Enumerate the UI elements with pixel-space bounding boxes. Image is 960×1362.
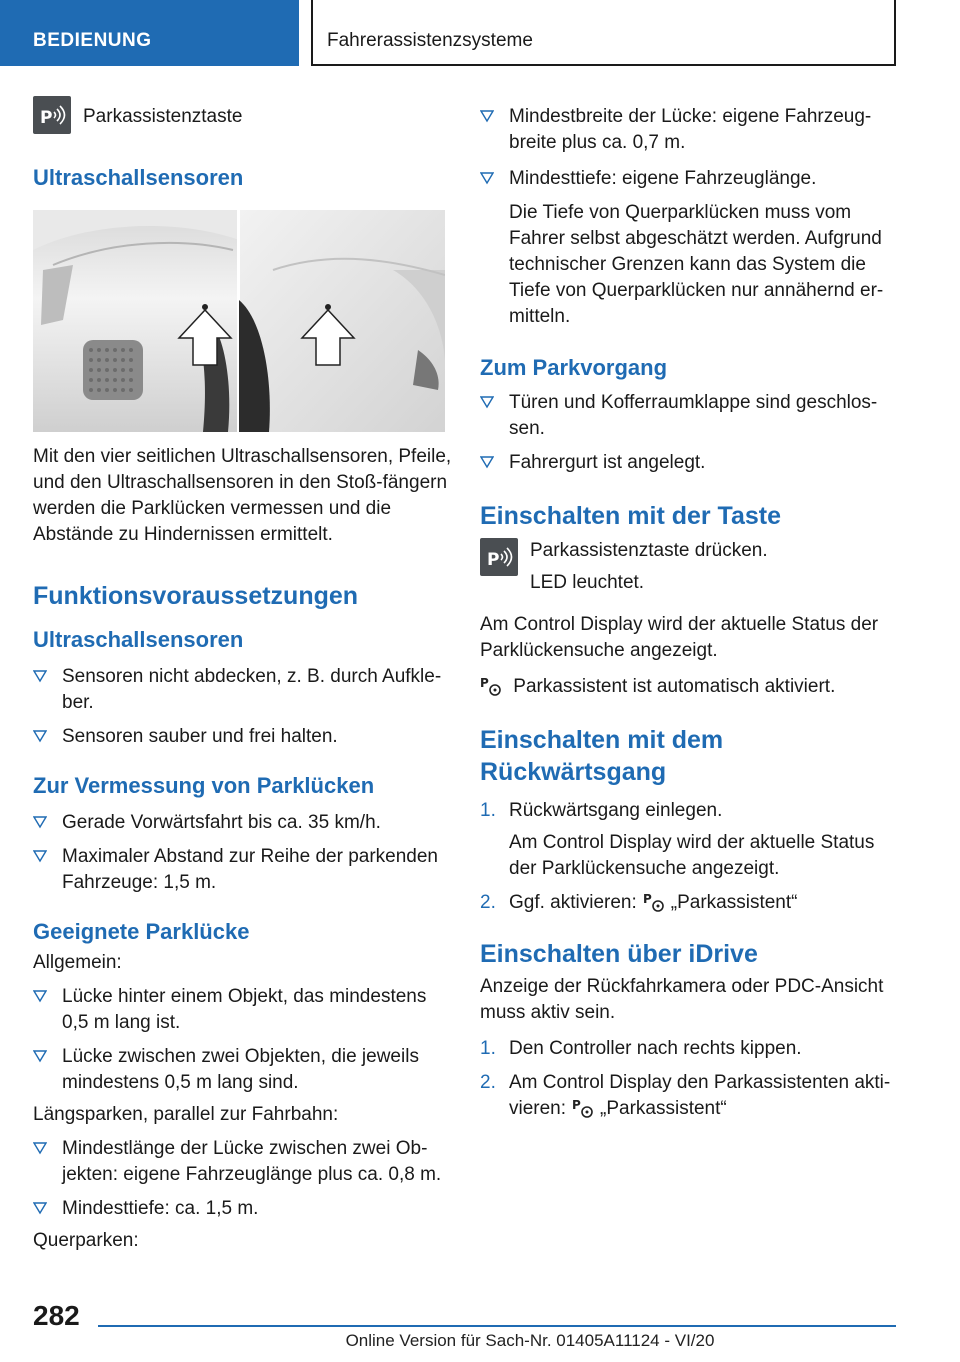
cross-label: Querparken: — [33, 1230, 139, 1251]
led-text: LED leuchtet. — [530, 572, 645, 593]
list-item: Lücke zwischen zwei Objekten, die jeweils mindestens 0,5 m lang sind. — [33, 1044, 453, 1096]
list-item: Fahrergurt ist angelegt. — [480, 450, 900, 476]
park-assist-button-icon — [480, 538, 518, 576]
heading-ultrasonic-2: Ultraschallsensoren — [33, 627, 244, 652]
button-legend — [33, 96, 453, 134]
idrive-intro: Anzeige der Rückfahrkamera oder PDC-Ansicht muss aktiv sein. — [480, 976, 884, 1023]
triangle-bullet-icon — [33, 1046, 47, 1066]
triangle-bullet-icon — [33, 666, 47, 686]
page-header — [0, 0, 960, 66]
heading-suitable: Geeignete Parklücke — [33, 919, 250, 944]
triangle-bullet-icon — [480, 106, 494, 126]
footer-text: Online Version für Sach-Nr. 01405A11124 - VI/20 — [345, 1331, 715, 1350]
heading-measure: Zur Vermessung von Parklücken — [33, 773, 375, 798]
list-item: 2. Ggf. aktivieren: P „Parkassistent“ — [480, 892, 798, 913]
list-item: 2. Am Control Display den Parkassistenten akti-vieren: P „Parkassistent“ — [480, 1072, 891, 1119]
svg-text:P: P — [40, 108, 53, 128]
list-item: Lücke hinter einem Objekt, das mindestens 0,5 m lang ist. — [33, 984, 453, 1036]
triangle-bullet-icon — [33, 1138, 47, 1158]
svg-text:P: P — [572, 1098, 581, 1112]
page-number: 282 — [33, 1300, 80, 1331]
triangle-bullet-icon — [480, 168, 494, 188]
triangle-bullet-icon — [480, 452, 494, 472]
svg-text:P: P — [480, 676, 489, 690]
list-item: Sensoren nicht abdecken, z. B. durch Aufkle-ber. — [33, 664, 453, 716]
section-tab: BEDIENUNG — [0, 0, 299, 66]
footer-rule — [98, 1325, 896, 1327]
park-assistant-icon — [480, 674, 502, 696]
right-column — [480, 96, 900, 1122]
list-item: Türen und Kofferraumklappe sind geschlos-sen. — [480, 390, 900, 442]
heading-reverse: Einschalten mit dem Rückwärtsgang — [480, 726, 724, 786]
list-item: Mindestbreite der Lücke: eigene Fahrzeug-breite plus ca. 0,7 m. — [480, 104, 900, 156]
cross-list — [480, 104, 900, 330]
svg-text:P: P — [487, 550, 500, 570]
cross-note: Die Tiefe von Querparklücken muss vom Fahrer selbst abgeschätzt werden. Aufgrund technischer Grenzen kann das System die Tiefe von Querparklücken nur annähernd er-mitteln. — [509, 202, 884, 327]
chapter-title: Fahrerassistenzsysteme — [311, 0, 896, 66]
general-label: Allgemein: — [33, 952, 122, 973]
triangle-bullet-icon — [33, 812, 47, 832]
list-item: Mindesttiefe: eigene Fahrzeuglänge. — [480, 166, 900, 192]
reverse-steps — [480, 798, 900, 916]
parallel-list — [33, 1136, 453, 1222]
parallel-label: Längsparken, parallel zur Fahrbahn: — [33, 1104, 339, 1125]
general-list — [33, 984, 453, 1096]
button-legend-text: Parkassistenztaste — [83, 106, 243, 127]
heading-procedure: Zum Parkvorgang — [480, 355, 668, 380]
heading-ultrasonic: Ultraschallsensoren — [33, 165, 244, 190]
photo-caption: Mit den vier seitlichen Ultraschallsensoren, Pfeile, und den Ultraschallsensoren in den Stoß-fängern werden die Parklücken vermessen und die Abstände zu Hindernissen ermittelt. — [33, 446, 452, 545]
park-assist-button-icon — [33, 96, 71, 134]
sensor-list — [33, 664, 453, 750]
heading-idrive: Einschalten über iDrive — [480, 940, 758, 968]
procedure-list — [480, 390, 900, 476]
auto-activated-line: P Parkassistent ist automatisch aktiviert. — [480, 676, 836, 697]
list-item: Maximaler Abstand zur Reihe der parkenden Fahrzeuge: 1,5 m. — [33, 844, 453, 896]
list-item: Gerade Vorwärtsfahrt bis ca. 35 km/h. — [33, 810, 453, 836]
svg-text:P: P — [642, 892, 652, 906]
triangle-bullet-icon — [33, 1198, 47, 1218]
idrive-steps — [480, 1036, 900, 1122]
list-item: 1. Rückwärtsgang einlegen. Am Control Display wird der aktuelle Status der Parklückensuche angezeigt. — [480, 800, 875, 879]
list-item: Mindestlänge der Lücke zwischen zwei Ob-jekten: eigene Fahrzeuglänge plus ca. 0,8 m. — [33, 1136, 453, 1188]
list-item: Mindesttiefe: ca. 1,5 m. — [33, 1196, 453, 1222]
left-column — [33, 96, 453, 1254]
list-item: 1. Den Controller nach rechts kippen. — [480, 1038, 802, 1059]
triangle-bullet-icon — [33, 986, 47, 1006]
triangle-bullet-icon — [480, 392, 494, 412]
sensor-photo — [33, 210, 445, 432]
park-assistant-icon — [643, 890, 665, 912]
button-step — [480, 538, 900, 596]
button-step-text: Parkassistenztaste drücken. — [530, 540, 768, 561]
heading-button: Einschalten mit der Taste — [480, 502, 782, 530]
status-text: Am Control Display wird der aktuelle Status der Parklückensuche angezeigt. — [480, 614, 879, 661]
triangle-bullet-icon — [33, 726, 47, 746]
triangle-bullet-icon — [33, 846, 47, 866]
measure-list — [33, 810, 453, 896]
heading-functions: Funktionsvoraussetzungen — [33, 582, 359, 610]
list-item: Sensoren sauber und frei halten. — [33, 724, 453, 750]
park-assistant-icon — [572, 1096, 594, 1118]
